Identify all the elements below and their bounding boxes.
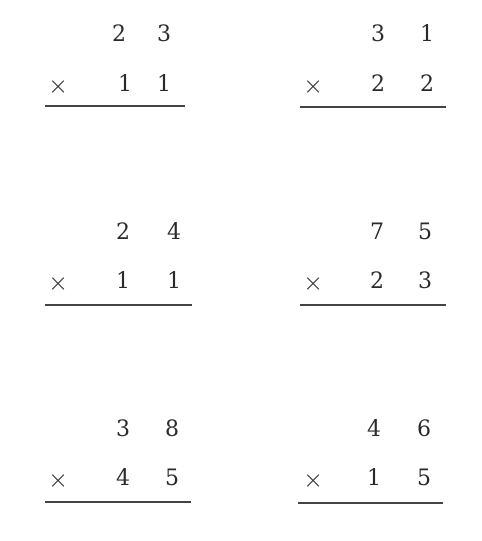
multiplication-problem-2 — [300, 20, 450, 110]
multiplier-ones-digit: 5 — [417, 466, 431, 491]
answer-line — [45, 304, 192, 306]
answer-line — [300, 106, 446, 108]
multiplier-ones-digit: 1 — [157, 72, 171, 97]
multiplicand-tens-digit: 3 — [116, 417, 130, 442]
multiplicand-tens-digit: 7 — [370, 220, 384, 245]
multiply-sign: × — [48, 72, 69, 100]
multiplicand-ones-digit: 4 — [167, 220, 181, 245]
multiplier-tens-digit: 1 — [367, 466, 381, 491]
multiplicand-ones-digit: 5 — [418, 220, 432, 245]
multiplier-tens-digit: 2 — [370, 269, 384, 294]
multiplication-problem-1 — [45, 20, 195, 110]
multiplication-problem-4 — [300, 219, 450, 309]
multiplicand-ones-digit: 3 — [157, 22, 171, 47]
answer-line — [300, 304, 446, 306]
multiplier-ones-digit: 5 — [165, 466, 179, 491]
multiplicand-tens-digit: 2 — [116, 220, 130, 245]
multiply-sign: × — [48, 269, 69, 297]
multiply-sign: × — [303, 72, 324, 100]
multiplicand-ones-digit: 1 — [420, 22, 434, 47]
multiply-sign: × — [48, 466, 69, 494]
multiplicand-tens-digit: 3 — [371, 22, 385, 47]
multiply-sign: × — [303, 269, 324, 297]
multiplier-tens-digit: 4 — [116, 466, 130, 491]
multiplier-tens-digit: 1 — [116, 269, 130, 294]
multiplier-ones-digit: 1 — [167, 269, 181, 294]
multiplier-ones-digit: 3 — [418, 269, 432, 294]
multiplication-problem-3 — [45, 219, 195, 309]
multiplicand-ones-digit: 6 — [417, 417, 431, 442]
multiplier-ones-digit: 2 — [420, 72, 434, 97]
multiplier-tens-digit: 1 — [118, 72, 132, 97]
multiplication-problem-6 — [298, 416, 448, 506]
multiplicand-tens-digit: 4 — [367, 417, 381, 442]
multiplication-problem-5 — [45, 416, 195, 506]
answer-line — [45, 105, 185, 107]
multiplicand-tens-digit: 2 — [112, 22, 126, 47]
multiplier-tens-digit: 2 — [371, 72, 385, 97]
answer-line — [298, 502, 443, 504]
answer-line — [45, 501, 191, 503]
multiply-sign: × — [303, 466, 324, 494]
multiplicand-ones-digit: 8 — [165, 417, 179, 442]
